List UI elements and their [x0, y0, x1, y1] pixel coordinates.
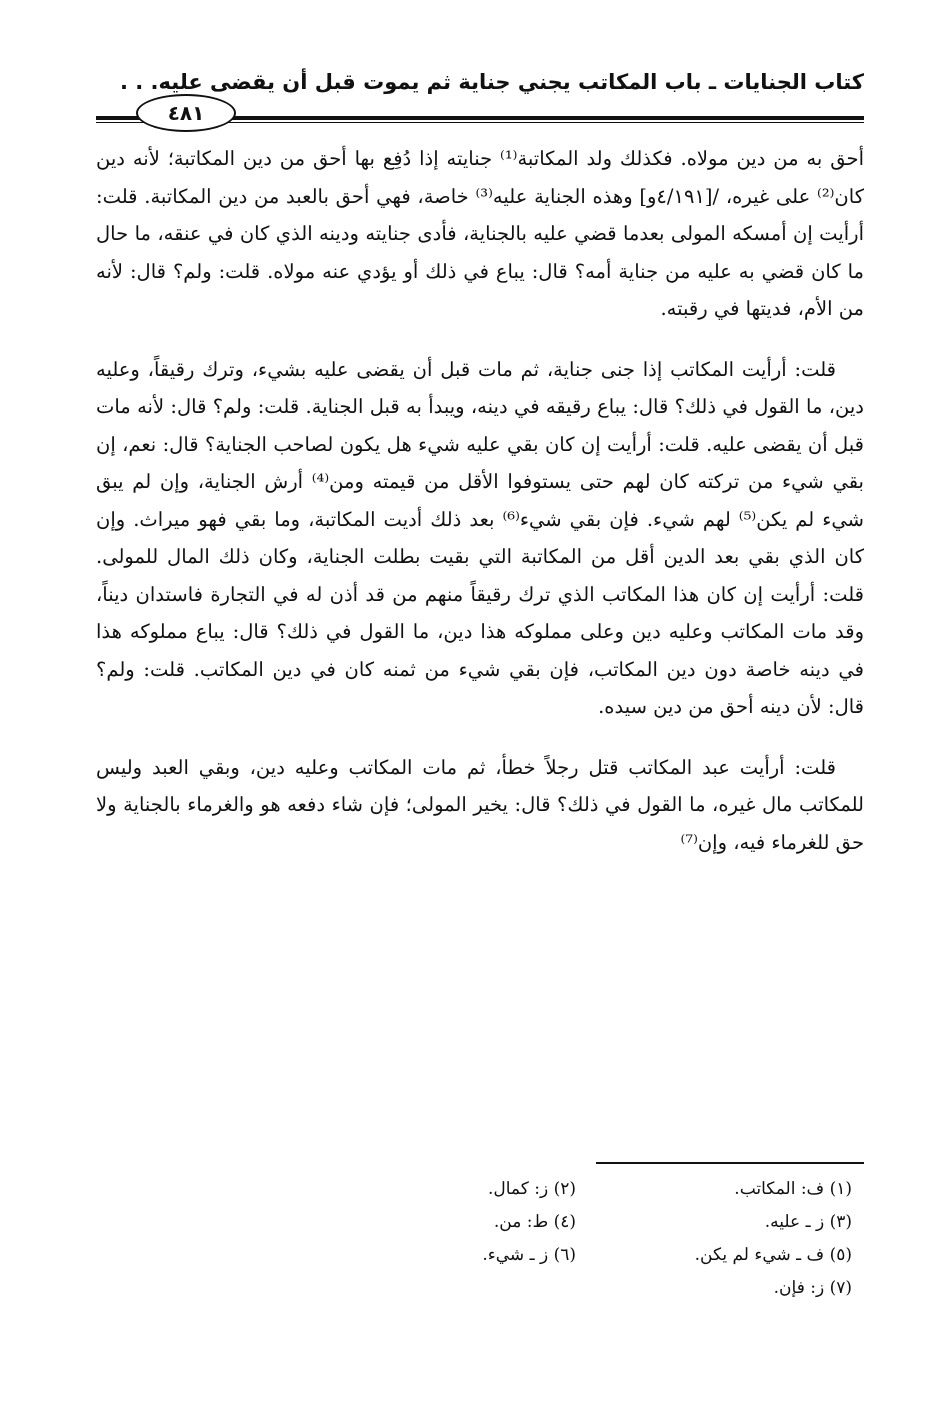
paragraph: قلت: أرأيت المكاتب إذا جنى جناية، ثم مات قبل أن يقضى عليه بشيء، وترك رقيقاً، وعليه دين، ما القول في ذلك؟ قال: يباع رقيقه في دينه، ويبدأ به قبل الجناية. قلت: ولم؟ قال: لأنه مات قبل أن يقضى عليه. قلت: أرأيت إن كان بقي عليه شيء هل يكون لصاحب الجناية؟ قال: نعم، إن بقي شيء من تركته كان لهم حتى يستوفوا الأقل من قيمته ومن⁽⁴⁾ أرش الجناية، وإن لم يبق شيء لم يكن⁽⁵⁾ لهم شيء. فإن بقي شيء⁽⁶⁾ بعد ذلك أديت المكاتبة، وما بقي فهو ميراث. وإن كان الذي بقي بعد الدين أقل من المكاتبة التي بقيت بطلت الجناية، وكان ذلك المال للمولى. قلت: أرأيت إن كان هذا المكاتب الذي ترك رقيقاً منهم من قد أذن له في التجارة فاستدان ديناً، وقد مات المكاتب وعليه دين وعلى مملوكه هذا دين، ما القول في ذلك؟ قال: يباع مملوكه هذا في دينه خاصة دون دين المكاتب، فإن بقي شيء من ثمنه كان في دين المكاتب. قلت: ولم؟ قال: لأن دينه أحق من دين سيده.: [96, 357, 864, 718]
footnote: (٤) ط: من.: [493, 1212, 576, 1232]
footnote: (١) ف: المكاتب.: [734, 1179, 852, 1199]
main-text: [96, 140, 864, 861]
running-header: كتاب الجنايات ـ باب المكاتب يجني جناية ثم يموت قبل أن يقضى عليه. . .: [119, 70, 864, 94]
footnote: (٧) ز: فإن.: [773, 1278, 852, 1298]
footnote: (٦) ز ـ شيء.: [482, 1245, 576, 1265]
page-number: ٤٨١: [136, 94, 236, 132]
footnote: (٣) ز ـ عليه.: [764, 1212, 852, 1232]
paragraph: أحق به من دين مولاه. فكذلك ولد المكاتبة⁽¹⁾ جنايته إذا دُفِع بها أحق من دين المكاتبة؛ لأنه دين كان⁽²⁾ على غيره، /[٤/١٩١و] وهذه الجناية عليه⁽³⁾ خاصة، فهي أحق بالعبد من دين المكاتبة. قلت: أرأيت إن أمسكه المولى بعدما قضي عليه بالجناية، فأدى جنايته ودينه الذي كان في عنقه، ما حال ما كان قضي به عليه من جناية أمه؟ قال: يباع في ذلك أو يؤدي عنه مولاه. قلت: ولم؟ قال: لأنه من الأم، فديتها في رقبته.: [96, 147, 864, 320]
footnote: (٢) ز: كمال.: [487, 1179, 576, 1199]
paragraph: قلت: أرأيت عبد المكاتب قتل رجلاً خطأ، ثم مات المكاتب وعليه دين، وبقي العبد وليس للمكاتب مال غيره، ما القول في ذلك؟ قال: يخير المولى؛ فإن شاء دفعه هو والغرماء بالجناية ولا حق للغرماء فيه، وإن⁽⁷⁾: [96, 755, 864, 854]
footnote: (٥) ف ـ شيء لم يكن.: [694, 1245, 852, 1265]
footnote-separator: [596, 1162, 864, 1164]
footnotes: [300, 1176, 852, 1302]
